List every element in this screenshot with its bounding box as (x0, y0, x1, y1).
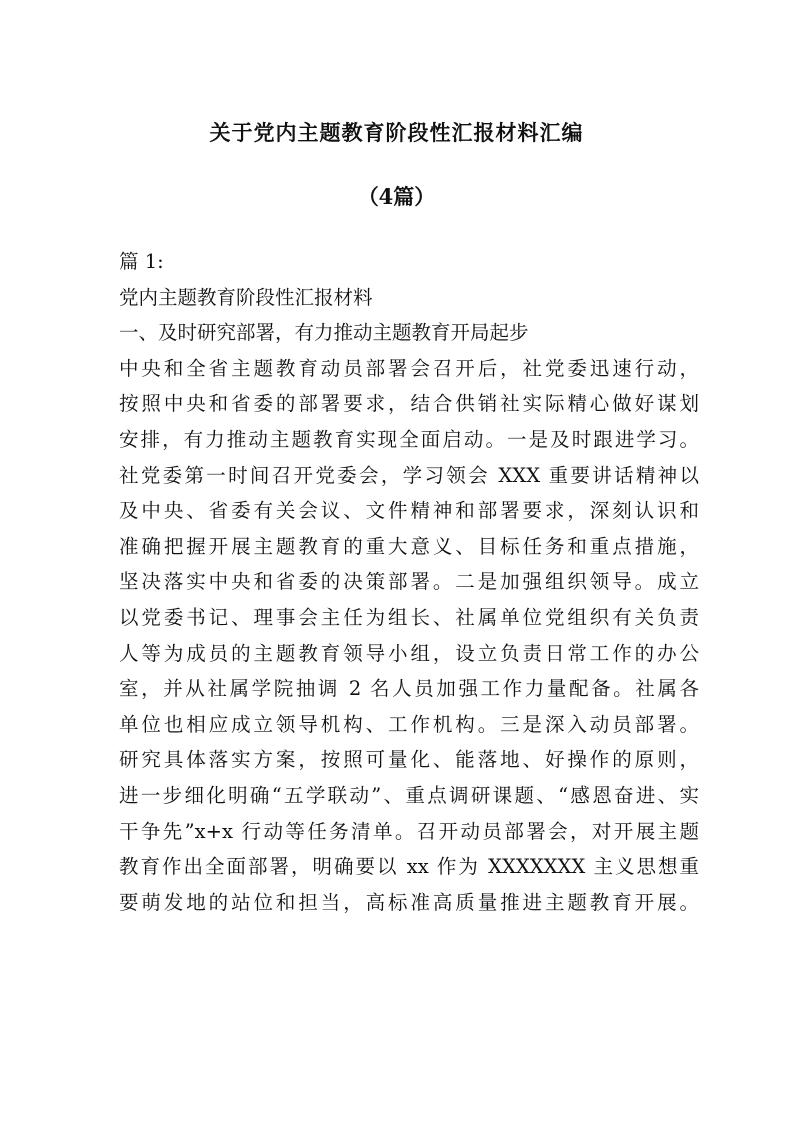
paragraph-line: 室，并从社属学院抽调 2 名人员加强工作力量配备。社属各 (119, 677, 699, 701)
paragraph-line: 人等为成员的主题教育领导小组，设立负责日常工作的办公 (119, 641, 699, 665)
paragraph-line: 按照中央和省委的部署要求，结合供销社实际精心做好谋划 (119, 392, 699, 416)
paragraph-line: 进一步细化明确“五学联动”、重点调研课题、“感恩奋进、实 (119, 783, 699, 807)
paragraph-line: 及中央、省委有关会议、文件精神和部署要求，深刻认识和 (119, 499, 699, 523)
paragraph-line: 教育作出全面部署，明确要以 xx 作为 XXXXXXX 主义思想重 (119, 855, 699, 879)
paragraph-line: 研究具体落实方案，按照可量化、能落地、好操作的原则， (119, 748, 699, 772)
section-label: 篇 1: (119, 250, 164, 273)
paragraph-line: 坚决落实中央和省委的决策部署。二是加强组织领导。成立 (119, 570, 699, 594)
heading-1: 一、及时研究部署，有力推动主题教育开局起步 (119, 321, 529, 345)
paragraph-line: 单位也相应成立领导机构、工作机构。三是深入动员部署。 (119, 712, 699, 736)
paragraph-line: 要萌发地的站位和担当，高标准高质量推进主题教育开展。 (119, 890, 699, 914)
document-title: 关于党内主题教育阶段性汇报材料汇编 (209, 120, 584, 145)
document-subtitle: （4篇） (357, 184, 436, 209)
paragraph-line: 干争先”x+x 行动等任务清单。召开动员部署会，对开展主题 (119, 819, 699, 843)
paragraph-line: 准确把握开展主题教育的重大意义、目标任务和重点措施， (119, 534, 699, 558)
document-body (119, 244, 699, 920)
section-title: 党内主题教育阶段性汇报材料 (119, 285, 373, 309)
paragraph-line: 社党委第一时间召开党委会，学习领会 XXX 重要讲话精神以 (119, 463, 699, 487)
paragraph-line: 安排，有力推动主题教育实现全面启动。一是及时跟进学习。 (119, 427, 699, 451)
paragraph-line: 以党委书记、理事会主任为组长、社属单位党组织有关负责 (119, 605, 699, 629)
paragraph-line: 中央和全省主题教育动员部署会召开后，社党委迅速行动， (119, 356, 699, 380)
